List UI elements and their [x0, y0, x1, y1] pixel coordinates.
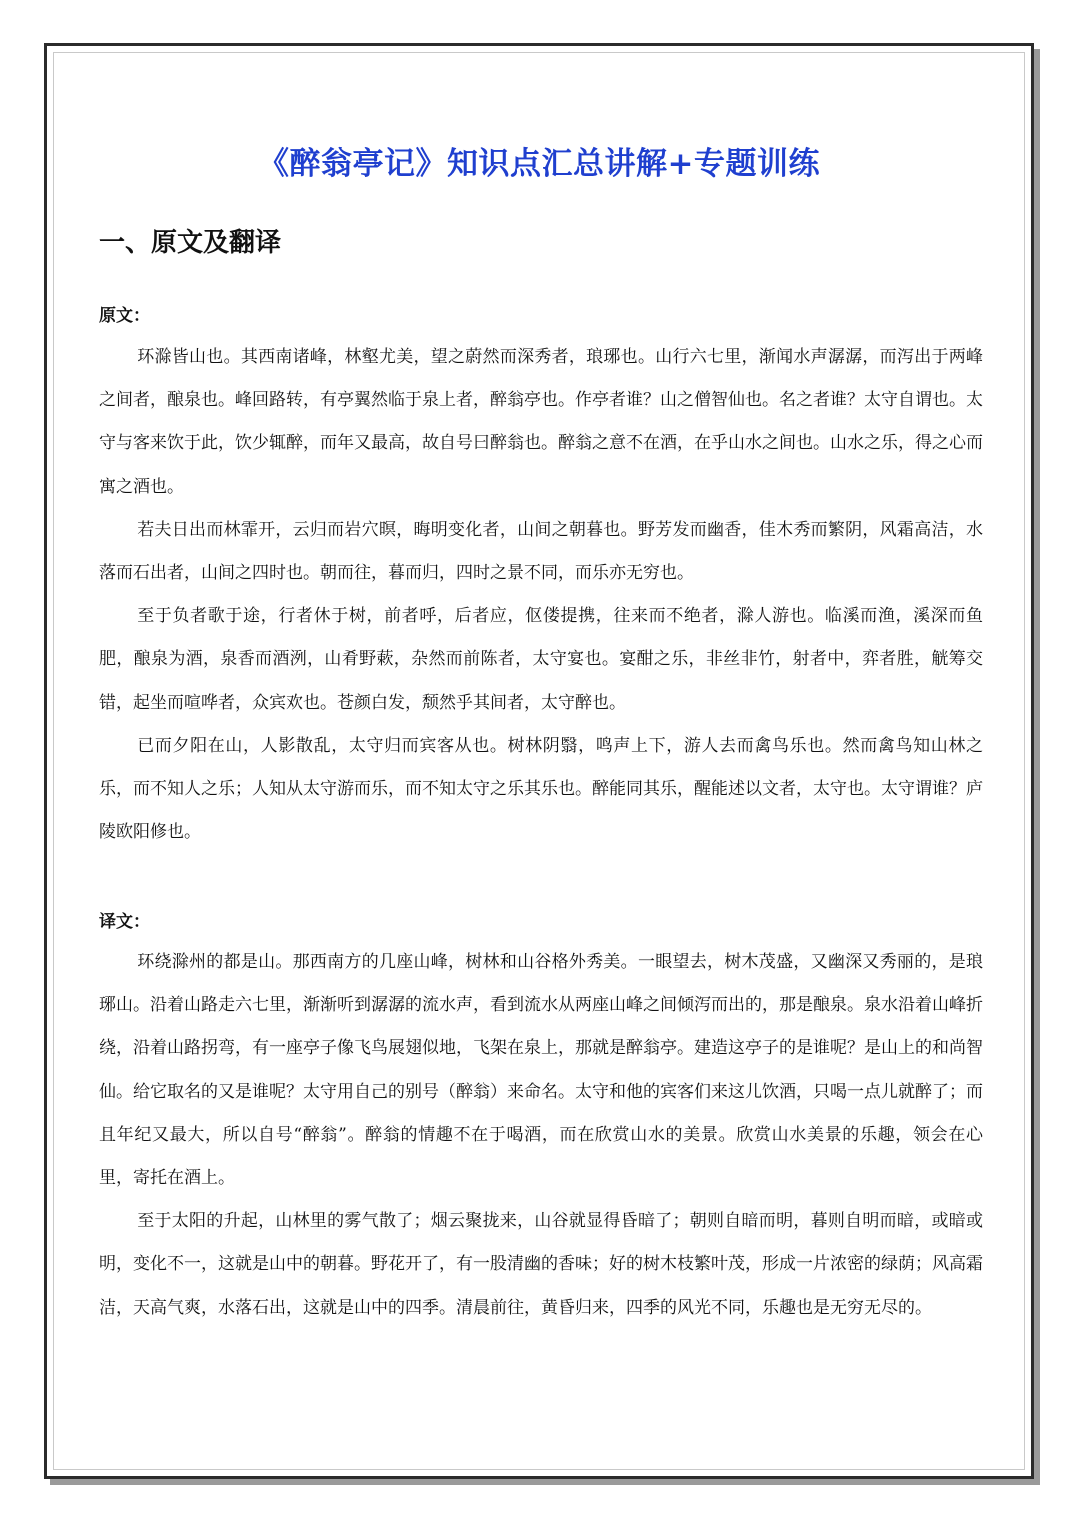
translation-text — [99, 941, 983, 1330]
original-paragraph-1: 环滁皆山也。其西南诸峰，林壑尤美，望之蔚然而深秀者，琅琊也。山行六七里，渐闻水声潺潺，而泻出于两峰之间者，酿泉也。峰回路转，有亭翼然临于泉上者，醉翁亭也。作亭者谁？山之僧智仙也。名之者谁？太守自谓也。太守与客来饮于此，饮少辄醉，而年又最高，故自号曰醉翁也。醉翁之意不在酒，在乎山水之间也。山水之乐，得之心而寓之酒也。 — [99, 347, 983, 497]
document-title: 《醉翁亭记》知识点汇总讲解+专题训练 — [258, 146, 820, 182]
translation-paragraph-2: 至于太阳的升起，山林里的雾气散了；烟云聚拢来，山谷就显得昏暗了；朝则自暗而明，暮则自明而暗，或暗或明，变化不一，这就是山中的朝暮。野花开了，有一股清幽的香味；好的树木枝繁叶茂，形成一片浓密的绿荫；风高霜洁，天高气爽，水落石出，这就是山中的四季。清晨前往，黄昏归来，四季的风光不同，乐趣也是无穷无尽的。 — [99, 1211, 983, 1318]
original-paragraph-3: 至于负者歌于途，行者休于树，前者呼，后者应，伛偻提携，往来而不绝者，滁人游也。临溪而渔，溪深而鱼肥，酿泉为酒，泉香而酒洌，山肴野蔌，杂然而前陈者，太守宴也。宴酣之乐，非丝非竹，射者中，弈者胜，觥筹交错，起坐而喧哗者，众宾欢也。苍颜白发，颓然乎其间者，太守醉也。 — [99, 606, 983, 713]
translation-paragraph-1: 环绕滁州的都是山。那西南方的几座山峰，树林和山谷格外秀美。一眼望去，树木茂盛，又幽深又秀丽的，是琅琊山。沿着山路走六七里，渐渐听到潺潺的流水声，看到流水从两座山峰之间倾泻而出的，那是酿泉。泉水沿着山峰折绕，沿着山路拐弯，有一座亭子像飞鸟展翅似地，飞架在泉上，那就是醉翁亭。建造这亭子的是谁呢？是山上的和尚智仙。给它取名的又是谁呢？太守用自己的别号（醉翁）来命名。太守和他的宾客们来这儿饮酒，只喝一点儿就醉了；而且年纪又最大，所以自号“醉翁”。醉翁的情趣不在于喝酒，而在欣赏山水的美景。欣赏山水美景的乐趣，领会在心里，寄托在酒上。 — [99, 952, 983, 1189]
original-text — [99, 336, 983, 854]
translation-label: 译文： — [99, 912, 150, 932]
original-text-label: 原文： — [99, 306, 150, 326]
original-paragraph-4: 已而夕阳在山，人影散乱，太守归而宾客从也。树林阴翳，鸣声上下，游人去而禽鸟乐也。然而禽鸟知山林之乐，而不知人之乐；人知从太守游而乐，而不知太守之乐其乐也。醉能同其乐，醒能述以文者，太守也。太守谓谁？庐陵欧阳修也。 — [99, 735, 983, 843]
original-paragraph-2: 若夫日出而林霏开，云归而岩穴暝，晦明变化者，山间之朝暮也。野芳发而幽香，佳木秀而繁阴，风霜高洁，水落而石出者，山间之四时也。朝而往，暮而归，四时之景不同，而乐亦无穷也。 — [99, 519, 983, 584]
document-page — [44, 43, 1034, 1479]
section-heading: 一、原文及翻译 — [99, 228, 282, 258]
